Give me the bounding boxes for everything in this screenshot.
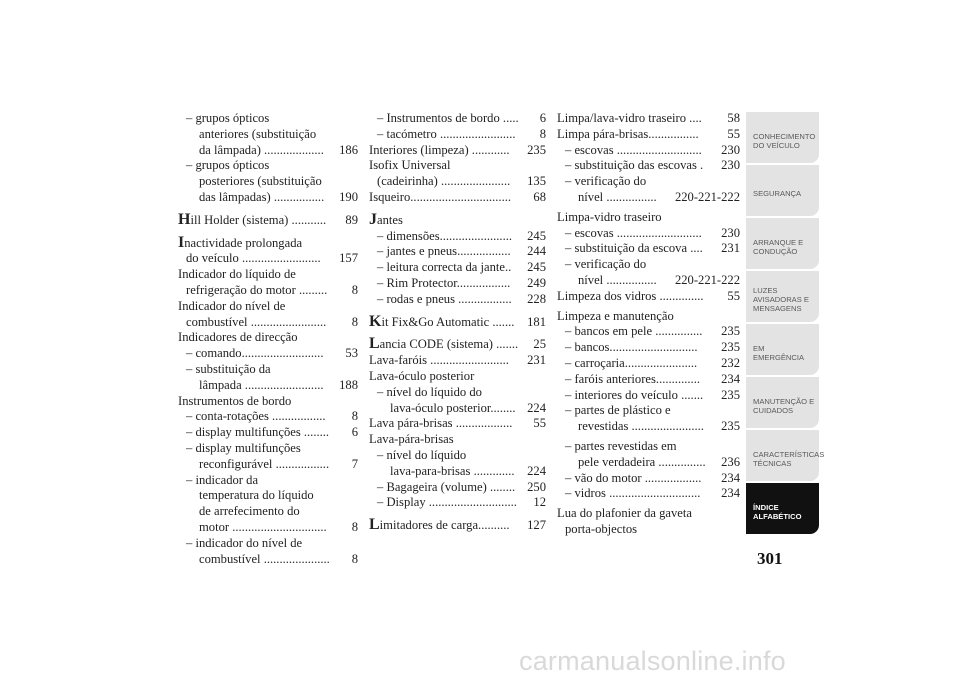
index-entry — [178, 536, 358, 568]
index-entry-text: – dimensões....................... — [377, 228, 513, 243]
index-entry — [557, 486, 740, 502]
index-entry — [178, 425, 358, 441]
index-entry-text: – grupos ópticos — [186, 158, 270, 173]
index-entry — [557, 506, 740, 538]
index-entry-text: Kit Fix&Go Automatic ....... — [369, 313, 515, 330]
index-entry-text: Limpeza dos vidros .............. — [557, 288, 704, 303]
index-entry — [178, 267, 358, 299]
index-entry-text: – Rim Protector................. — [377, 275, 511, 290]
index-entry — [369, 480, 546, 496]
section-tab[interactable] — [746, 165, 819, 216]
index-entry-text: Jantes — [369, 211, 403, 228]
section-tab[interactable] — [746, 112, 819, 163]
index-entry-text: reconfigurável ................. — [199, 456, 330, 471]
page-reference: 53 — [345, 346, 358, 361]
index-entry — [557, 111, 740, 127]
index-entry-text: – faróis anteriores.............. — [565, 371, 700, 386]
page-reference: 8 — [351, 314, 358, 329]
index-entry-text: Lava-faróis ......................... — [369, 353, 509, 368]
page-number: 301 — [757, 549, 783, 568]
section-tab[interactable] — [746, 430, 825, 481]
index-entry — [557, 143, 740, 159]
index-entry-text: lava-para-brisas ............. — [390, 463, 515, 478]
index-entry-text: Limpeza e manutenção — [557, 308, 674, 323]
index-entry-text: – nível do líquido — [377, 447, 467, 462]
page-reference: 231 — [721, 241, 740, 256]
index-entry-text: – carroçaria....................... — [565, 355, 698, 370]
index-entry-text: – rodas e pneus ................. — [377, 291, 512, 306]
index-entry — [369, 127, 546, 143]
index-entry — [557, 372, 740, 388]
index-entry-text: refrigeração do motor ......... — [186, 282, 328, 297]
index-entry — [557, 158, 740, 174]
page-reference: 220-221-222 — [674, 272, 740, 287]
index-entry-text: Indicador do líquido de — [178, 267, 296, 282]
index-entry-text: – nível do líquido do — [377, 384, 482, 399]
page-reference: 6 — [351, 425, 358, 440]
index-column-1 — [178, 111, 358, 567]
index-entry-text: – Bagageira (volume) ........ — [377, 479, 516, 494]
index-entry-text: Limpa pára-brisas................ — [557, 126, 699, 141]
index-entry — [369, 292, 546, 308]
section-tab[interactable] — [746, 218, 819, 269]
page-reference: 245 — [527, 260, 546, 275]
page-reference: 8 — [351, 519, 358, 534]
index-entry-text: da lâmpada) ................... — [199, 142, 324, 157]
index-entry — [369, 314, 546, 331]
index-entry — [178, 235, 358, 268]
page-reference: 58 — [727, 111, 740, 125]
page-reference: 245 — [527, 228, 546, 243]
index-entry — [178, 394, 358, 410]
index-entry-text: – partes de plástico e — [565, 403, 671, 418]
page-reference: 190 — [339, 189, 358, 204]
index-entry — [178, 409, 358, 425]
page-reference: 186 — [339, 142, 358, 157]
page-reference: 224 — [527, 463, 546, 478]
watermark: carmanualsonline.info — [519, 646, 786, 676]
index-entry — [369, 448, 546, 480]
page-reference: 235 — [721, 419, 740, 434]
index-entry-text: – escovas ........................... — [565, 142, 702, 157]
page-reference: 181 — [527, 314, 546, 329]
index-entry — [557, 388, 740, 404]
page-reference: 235 — [721, 340, 740, 355]
page-reference: 68 — [533, 189, 546, 204]
index-entry — [178, 473, 358, 536]
index-entry-text: – grupos ópticos — [186, 111, 270, 125]
index-entry-text: – display multifunções — [186, 440, 301, 455]
index-entry — [369, 432, 546, 448]
index-entry-text: – partes revestidas em — [565, 438, 677, 453]
page-reference: 228 — [527, 291, 546, 306]
index-entry-text: Interiores (limpeza) ............ — [369, 142, 510, 157]
index-entry — [557, 324, 740, 340]
index-entry-text: posteriores (substituição — [199, 174, 322, 189]
index-entry — [369, 385, 546, 417]
page-reference: 230 — [721, 158, 740, 173]
page-reference: 55 — [727, 288, 740, 303]
index-entry — [557, 241, 740, 257]
section-tab-label: EM EMERGÊNCIA — [753, 343, 805, 362]
index-entry-text: do veículo ......................... — [186, 251, 321, 266]
index-entry-text: – leitura correcta da jante.. — [377, 260, 512, 275]
index-entry-text: Limpa-vidro traseiro — [557, 209, 662, 224]
section-tab[interactable] — [746, 483, 819, 534]
section-tab[interactable] — [746, 271, 819, 322]
page-reference: 250 — [527, 479, 546, 494]
page-reference: 8 — [351, 551, 358, 566]
page-reference: 25 — [533, 337, 546, 352]
page-reference: 235 — [527, 142, 546, 157]
index-entry-text: revestidas ....................... — [578, 419, 704, 434]
index-entry-text: nível ................ — [578, 272, 657, 287]
index-entry-text: Indicadores de direcção — [178, 330, 298, 345]
index-entry-text: – substituição das escovas . — [565, 158, 704, 173]
index-entry-text: de arrefecimento do — [199, 504, 300, 519]
index-entry-text: Instrumentos de bordo — [178, 393, 292, 408]
index-entry — [178, 330, 358, 346]
index-entry-text: combustível ..................... — [199, 551, 330, 566]
index-entry-text: – verificação do — [565, 174, 647, 189]
index-entry-text: temperatura do líquido — [199, 488, 314, 503]
page-reference: 236 — [721, 454, 740, 469]
page-reference: 230 — [721, 142, 740, 157]
index-entry-text: – Display ............................ — [377, 495, 517, 510]
index-entry-text: – vidros ............................. — [565, 486, 701, 501]
page-reference: 249 — [527, 275, 546, 290]
index-entry — [178, 158, 358, 205]
index-entry-text: Lava-pára-brisas — [369, 432, 454, 447]
index-column-3 — [557, 111, 740, 538]
index-entry-text: – bancos............................ — [565, 340, 698, 355]
index-entry — [557, 127, 740, 143]
index-entry — [369, 190, 546, 206]
index-entry-text: – substituição da escova .... — [565, 241, 703, 256]
page-reference: 234 — [721, 486, 740, 501]
index-entry — [557, 340, 740, 356]
section-tab-label: CONHECIMENTO DO VEÍCULO — [753, 131, 816, 150]
page-reference: 8 — [351, 282, 358, 297]
index-entry — [369, 111, 546, 127]
index-entry-text: – escovas ........................... — [565, 225, 702, 240]
section-tab-label: ÍNDICE ALFABÉTICO — [753, 502, 802, 521]
index-entry-text: Lava-óculo posterior — [369, 368, 475, 383]
index-entry-text: lava-óculo posterior........ — [390, 400, 516, 415]
section-tab-label: ARRANQUE E CONDUÇÃO — [753, 237, 804, 256]
index-entry — [178, 212, 358, 229]
index-entry — [178, 362, 358, 394]
index-entry-text: Limpa/lava-vidro traseiro .... — [557, 111, 702, 125]
index-entry — [557, 174, 740, 206]
page-reference: 157 — [339, 251, 358, 266]
index-entry — [557, 439, 740, 471]
page-reference: 231 — [527, 353, 546, 368]
index-entry-text: Inactividade prolongada — [178, 234, 303, 251]
index-entry — [557, 257, 740, 289]
page-reference: 230 — [721, 225, 740, 240]
index-entry-text: – jantes e pneus................. — [377, 244, 511, 259]
index-entry — [557, 289, 740, 305]
index-entry — [369, 495, 546, 511]
page-reference: 224 — [527, 400, 546, 415]
index-entry — [557, 210, 740, 226]
page-reference: 235 — [721, 387, 740, 402]
page-reference: 188 — [339, 377, 358, 392]
section-tab-label: SEGURANÇA — [753, 189, 802, 198]
page-reference: 234 — [721, 470, 740, 485]
index-entry-text: Lancia CODE (sistema) ....... — [369, 336, 519, 353]
page-reference: 244 — [527, 244, 546, 259]
index-entry — [178, 346, 358, 362]
index-entry-text: – tacómetro ........................ — [377, 126, 516, 141]
index-entry-text: – bancos em pele ............... — [565, 324, 703, 339]
index-entry — [369, 244, 546, 260]
index-entry-text: – interiores do veículo ....... — [565, 387, 704, 402]
page-reference: 235 — [721, 324, 740, 339]
page-reference: 232 — [721, 355, 740, 370]
page-reference: 234 — [721, 371, 740, 386]
index-entry-text: nível ................ — [578, 189, 657, 204]
index-entry-text: combustível ........................ — [186, 314, 327, 329]
page-reference: 220-221-222 — [674, 189, 740, 204]
index-entry-text: das lâmpadas) ................ — [199, 189, 325, 204]
index-entry-text: anteriores (substituição — [199, 126, 317, 141]
page-reference: 55 — [727, 126, 740, 141]
page-reference: 6 — [539, 111, 546, 125]
section-tabs — [746, 112, 825, 536]
index-entry-text: Isofix Universal — [369, 158, 451, 173]
page-reference: 135 — [527, 174, 546, 189]
section-tab-label: MANUTENÇÃO E CUIDADOS — [753, 396, 815, 415]
index-entry — [178, 441, 358, 473]
index-entry — [178, 299, 358, 331]
page-reference: 7 — [351, 456, 358, 471]
index-entry — [557, 403, 740, 435]
index-entry — [369, 353, 546, 369]
index-entry-text: lâmpada ......................... — [199, 377, 324, 392]
section-tab-label: LUZES AVISADORAS E MENSAGENS — [753, 286, 809, 313]
index-entry — [369, 158, 546, 190]
index-entry-text: Lua do plafonier da gaveta — [557, 506, 692, 521]
index-entry — [178, 111, 358, 158]
page-reference: 8 — [351, 409, 358, 424]
index-entry-text: – verificação do — [565, 257, 647, 272]
index-entry — [369, 416, 546, 432]
index-entry-text: porta-objectos — [565, 521, 638, 536]
page-reference: 8 — [539, 126, 546, 141]
section-tab-label: CARACTERÍSTICAS TÉCNICAS — [753, 449, 825, 468]
index-entry — [557, 309, 740, 325]
index-entry-text: – Instrumentos de bordo ..... — [377, 111, 519, 125]
index-entry-text: motor .............................. — [199, 519, 327, 534]
index-entry-text: Isqueiro................................ — [369, 189, 512, 204]
index-entry — [557, 356, 740, 372]
page-reference: 12 — [533, 495, 546, 510]
index-entry-text: – comando.......................... — [186, 346, 324, 361]
section-tab[interactable] — [746, 377, 819, 428]
index-entry-text: Lava pára-brisas .................. — [369, 416, 513, 431]
index-entry — [369, 276, 546, 292]
page-reference: 55 — [533, 416, 546, 431]
index-entry-text: pele verdadeira ............... — [578, 454, 706, 469]
index-entry — [557, 226, 740, 242]
index-entry — [369, 369, 546, 385]
index-entry-text: Hill Holder (sistema) ........... — [178, 211, 327, 228]
index-entry — [369, 517, 546, 534]
index-entry-text: Limitadores de carga.......... — [369, 517, 510, 534]
section-tab[interactable] — [746, 324, 819, 375]
index-entry-text: – display multifunções ........ — [186, 425, 330, 440]
index-entry-text: (cadeirinha) ...................... — [377, 174, 511, 189]
index-entry — [557, 471, 740, 487]
index-entry-text: – substituição da — [186, 361, 271, 376]
index-entry — [369, 143, 546, 159]
index-entry — [369, 260, 546, 276]
index-entry-text: – indicador da — [186, 472, 259, 487]
index-entry-text: – conta-rotações ................. — [186, 409, 326, 424]
index-entry-text: – indicador do nível de — [186, 535, 303, 550]
index-entry — [369, 229, 546, 245]
index-entry-text: – vão do motor .................. — [565, 470, 702, 485]
index-entry — [369, 212, 546, 229]
page-reference: 89 — [345, 212, 358, 227]
index-column-2 — [369, 111, 546, 534]
index-entry-text: Indicador do nível de — [178, 298, 286, 313]
index-entry — [369, 336, 546, 353]
page-reference: 127 — [527, 518, 546, 533]
